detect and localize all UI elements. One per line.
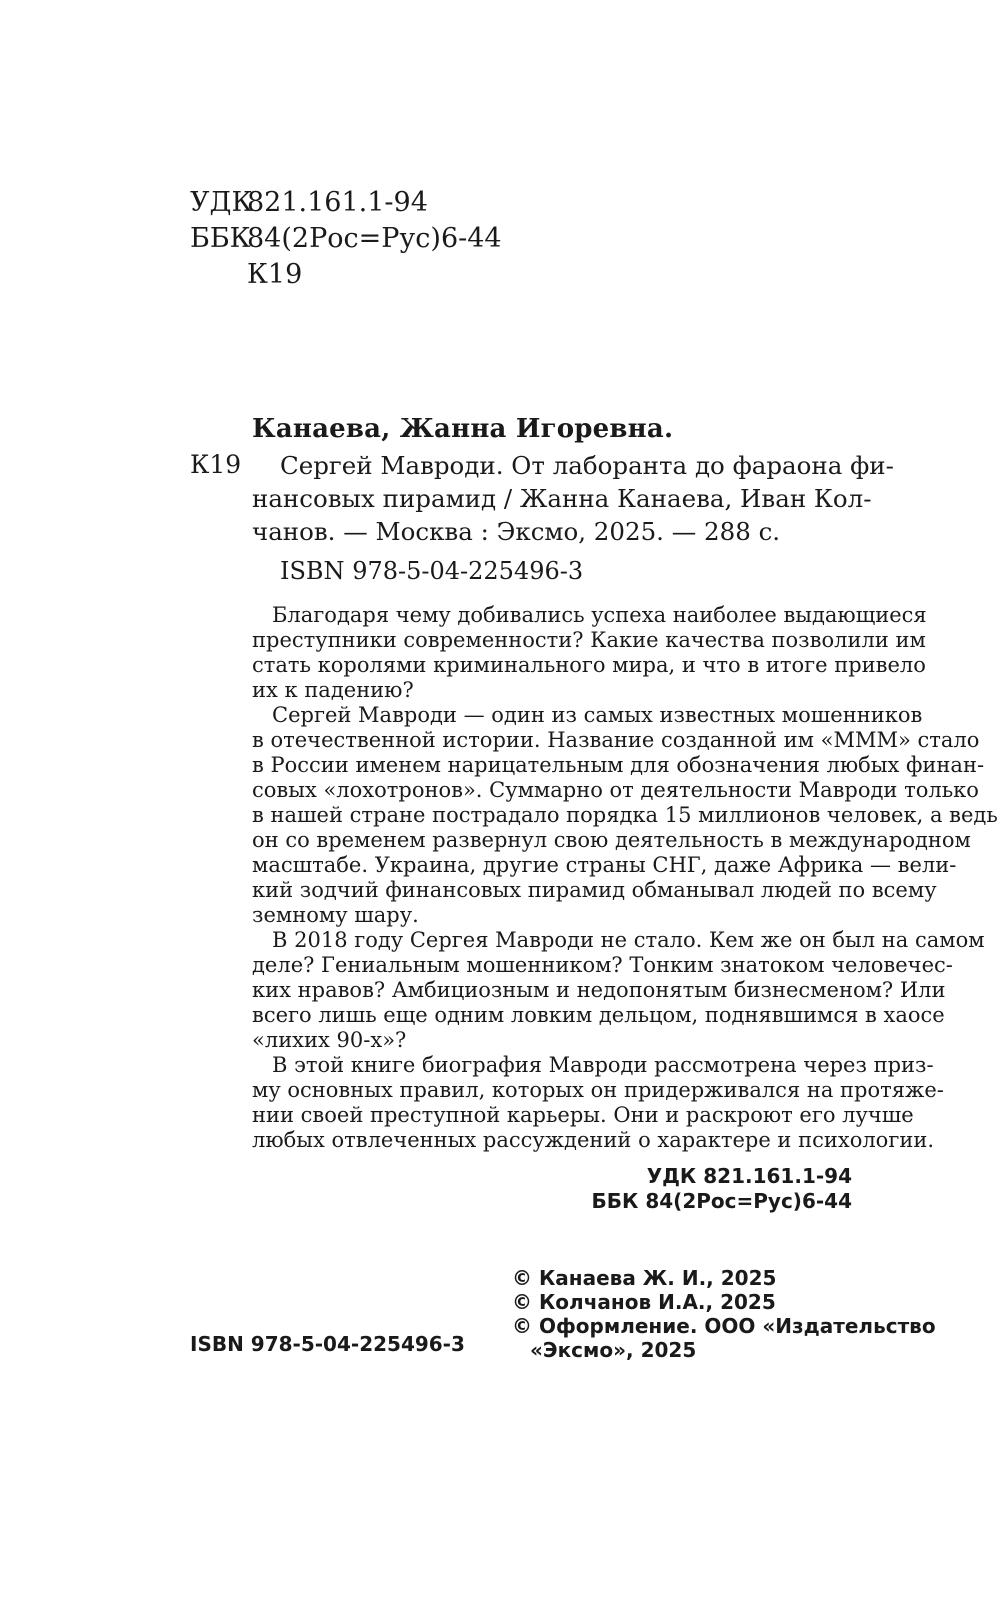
annotation-line: Сергей Мавроди — один из самых известных мошенников xyxy=(272,703,923,727)
title-line-1: Сергей Мавроди. От лаборанта до фараона фи- xyxy=(280,451,894,480)
author-mark-top: К19 xyxy=(247,259,303,290)
annotation-line: масштабе. Украина, другие страны СНГ, даже Африка — вели- xyxy=(252,853,957,877)
copyright-line: «Эксмо», 2025 xyxy=(530,1338,697,1362)
annotation-line: любых отвлеченных рассуждений о характере и психологии. xyxy=(252,1128,934,1152)
isbn-record: ISBN 978-5-04-225496-3 xyxy=(280,557,584,585)
copyright-line: © Колчанов И.А., 2025 xyxy=(512,1290,776,1314)
annotation-line: деле? Гениальным мошенником? Тонким знатоком человечес- xyxy=(252,953,953,977)
bbk-value: 84(2Рос=Рус)6-44 xyxy=(247,223,502,254)
annotation-line: совых «лохотронов». Суммарно от деятельности Мавроди только xyxy=(252,778,979,802)
annotation-line: нии своей преступной карьеры. Они и раскроют его лучше xyxy=(252,1103,914,1127)
annotation-line: «лихих 90-х»? xyxy=(252,1028,407,1052)
udk-row xyxy=(190,185,428,221)
annotation-line: Благодаря чему добивались успеха наиболее выдающиеся xyxy=(272,603,927,627)
annotation-line: кий зодчий финансовых пирамид обманывал людей по всему xyxy=(252,878,937,902)
isbn-footer: ISBN 978-5-04-225496-3 xyxy=(190,1332,465,1356)
udk-key: УДК xyxy=(190,187,253,218)
footer-bbk: ББК 84(2Рос=Рус)6-44 xyxy=(591,1189,852,1213)
copyright-line: © Оформление. ООО «Издательство xyxy=(512,1314,936,1338)
annotation-line: он со временем развернул свою деятельность в международном xyxy=(252,828,971,852)
annotation-line: В этой книге биография Мавроди рассмотрена через приз- xyxy=(272,1053,934,1077)
annotation-line: преступники современности? Какие качества позволили им xyxy=(252,628,926,652)
annotation-line: всего лишь еще одним ловким дельцом, поднявшимся в хаосе xyxy=(252,1003,945,1027)
annotation-line: стать королями криминального мира, и что в итоге привело xyxy=(252,653,926,677)
bbk-row xyxy=(190,221,502,257)
annotation-line: их к падению? xyxy=(252,678,414,702)
bbk-key: ББК xyxy=(190,223,251,254)
annotation-line: в нашей стране пострадало порядка 15 миллионов человек, а ведь xyxy=(252,803,998,827)
footer-udk: УДК 821.161.1-94 xyxy=(646,1164,852,1188)
copyright-line: © Канаева Ж. И., 2025 xyxy=(512,1266,777,1290)
author-heading: Канаева, Жанна Игоревна. xyxy=(252,414,674,444)
annotation-line: земному шару. xyxy=(252,903,419,927)
annotation-line: В 2018 году Сергея Мавроди не стало. Кем же он был на самом xyxy=(272,928,985,952)
annotation-line: му основных правил, которых он придерживался на протяже- xyxy=(252,1078,944,1102)
annotation-line: в России именем нарицательным для обозначения любых финан- xyxy=(252,753,985,777)
udk-value: 821.161.1-94 xyxy=(247,187,428,218)
author-mark-side: К19 xyxy=(190,450,242,479)
title-line-2: нансовых пирамид / Жанна Канаева, Иван Кол- xyxy=(252,484,872,513)
title-line-3: чанов. — Москва : Эксмо, 2025. — 288 с. xyxy=(252,517,781,546)
annotation-line: ких нравов? Амбициозным и недопонятым бизнесменом? Или xyxy=(252,978,946,1002)
annotation-line: в отечественной истории. Название созданной им «МММ» стало xyxy=(252,728,980,752)
